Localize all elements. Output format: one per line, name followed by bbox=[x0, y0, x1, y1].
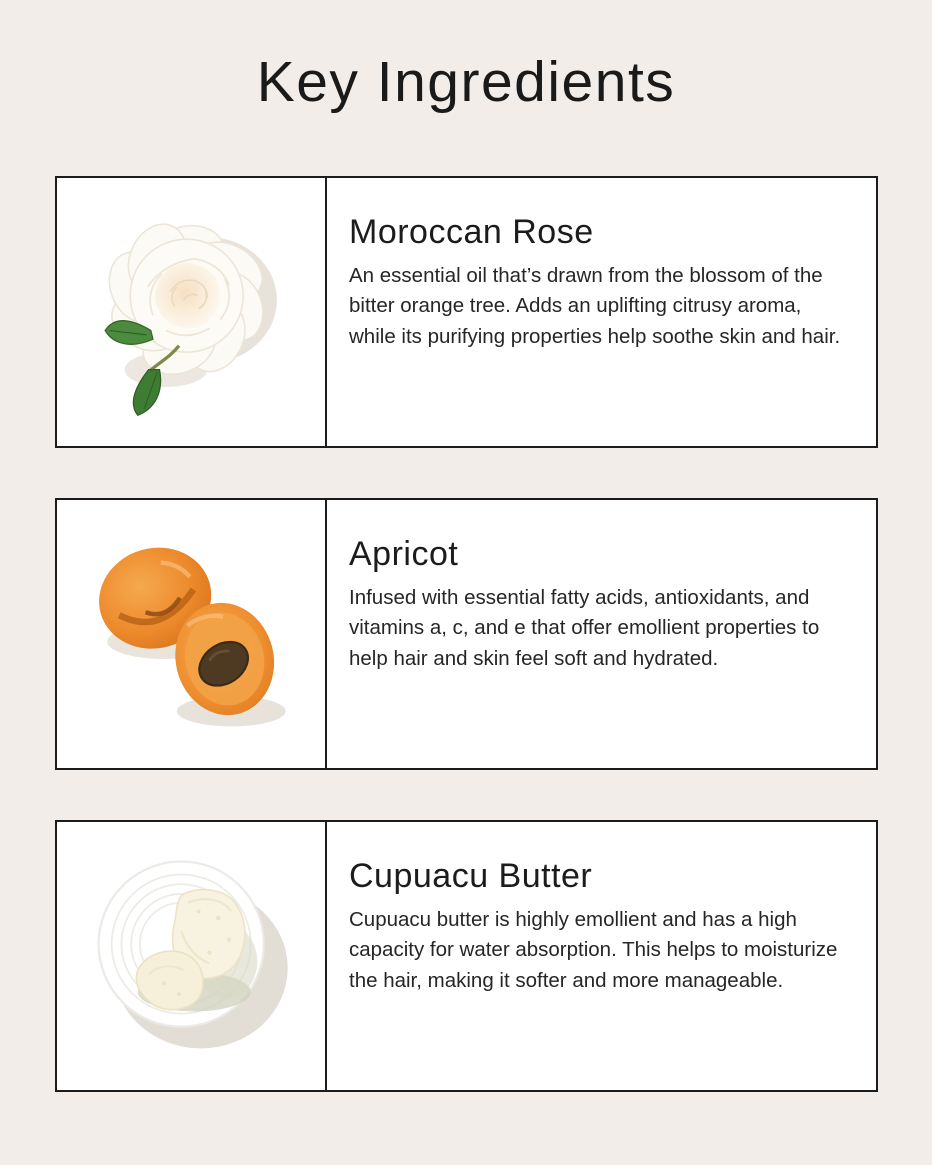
ingredient-card-body bbox=[327, 822, 876, 1090]
ingredient-description: An essential oil that’s drawn from the blossom of the bitter orange tree. Adds an uplifting citrusy aroma, while its purifying properties help soothe skin and hair. bbox=[349, 264, 841, 348]
page-title: Key Ingredients bbox=[256, 50, 676, 114]
ingredient-description: Infused with essential fatty acids, antioxidants, and vitamins a, c, and e that offer emollient properties to help hair and skin feel soft and hydrated. bbox=[349, 586, 820, 670]
ingredient-card-apricot bbox=[55, 498, 878, 770]
ingredient-card-moroccan-rose bbox=[55, 176, 878, 448]
ingredient-card-list bbox=[55, 176, 878, 1092]
ingredient-card-body bbox=[327, 500, 876, 768]
cupuacu-butter-plate-image bbox=[57, 822, 327, 1090]
ingredient-description: Cupuacu butter is highly emollient and has a high capacity for water absorption. This helps to moisturize the hair, making it softer and more manageable. bbox=[349, 908, 838, 992]
ingredient-name: Cupuacu Butter bbox=[349, 856, 593, 895]
ingredient-name: Apricot bbox=[349, 534, 459, 573]
ingredient-card-body bbox=[327, 178, 876, 446]
white-rose-image bbox=[57, 178, 327, 446]
ingredient-card-cupuacu-butter bbox=[55, 820, 878, 1092]
apricot-halves-image bbox=[57, 500, 327, 768]
ingredient-name: Moroccan Rose bbox=[349, 212, 594, 251]
